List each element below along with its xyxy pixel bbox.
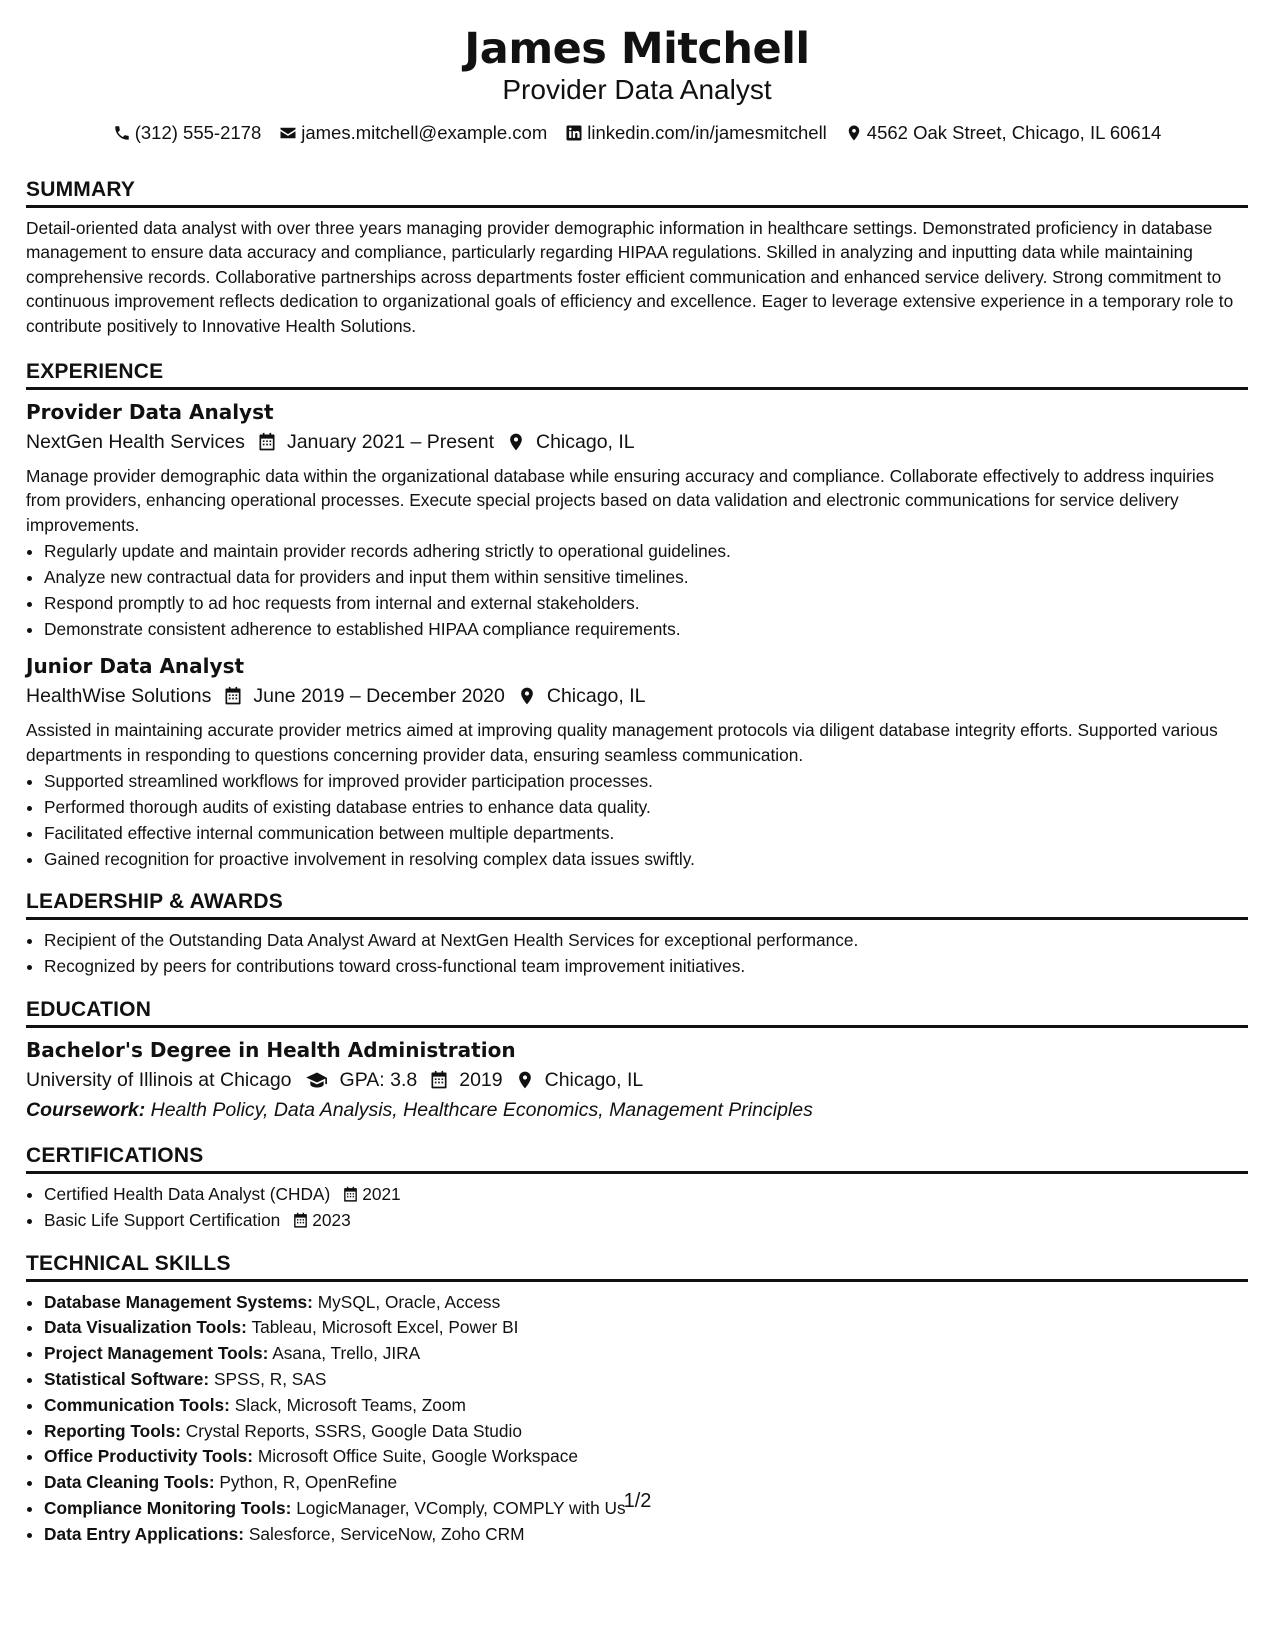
- coursework-label: Coursework:: [26, 1099, 146, 1122]
- gpa-text: GPA: 3.8: [339, 1069, 418, 1092]
- skill-value: Asana, Trello, JIRA: [272, 1343, 421, 1364]
- job-meta: [26, 428, 1248, 456]
- job-bullets: [26, 539, 1248, 642]
- section-heading-summary: SUMMARY: [26, 178, 1248, 208]
- job-title: Junior Data Analyst: [26, 654, 245, 679]
- contact-linkedin[interactable]: [565, 122, 827, 144]
- list-item: • Analyze new contractual data for providers and input them within sensitive timelines.: [44, 565, 1248, 591]
- list-item: • Performed thorough audits of existing database entries to enhance data quality.: [44, 795, 1248, 821]
- job-location-text: Chicago, IL: [536, 431, 635, 454]
- list-item: [44, 1444, 1248, 1470]
- calendar-icon: [223, 686, 243, 706]
- skill-value: Salesforce, ServiceNow, Zoho CRM: [248, 1523, 525, 1544]
- skill-value: Python, R, OpenRefine: [219, 1472, 398, 1493]
- job-bullets: [26, 769, 1248, 872]
- contact-bar: [26, 122, 1248, 144]
- job-location: [517, 682, 646, 710]
- list-item: • Recipient of the Outstanding Data Analyst Award at NextGen Health Services for exceptional performance.: [44, 928, 1248, 954]
- job-dates-text: June 2019 – December 2020: [253, 685, 505, 708]
- certification-entry: [44, 1182, 401, 1208]
- list-item: • Recognized by peers for contributions toward cross-functional team improvement initiatives.: [44, 954, 1248, 980]
- education-year: [429, 1066, 502, 1094]
- map-marker-icon: [506, 432, 526, 452]
- section-heading-education: EDUCATION: [26, 998, 1248, 1028]
- page-number: 1/2: [623, 1490, 652, 1512]
- contact-address: [845, 122, 1161, 144]
- candidate-title: Provider Data Analyst: [502, 74, 772, 105]
- job-location: [506, 428, 635, 456]
- list-item: [44, 1182, 1248, 1208]
- skill-value: Microsoft Office Suite, Google Workspace: [257, 1446, 578, 1467]
- calendar-icon: [257, 432, 277, 452]
- list-item: [44, 1367, 1248, 1393]
- contact-email-text[interactable]: james.mitchell@example.com: [301, 122, 548, 143]
- job-description: Assisted in maintaining accurate provider metrics aimed at improving quality management protocols via diligent database integrity efforts. Supported various departments in responding to questions concerning provider data, ensuring seamless communication.: [26, 720, 1218, 765]
- list-item: [44, 1419, 1248, 1445]
- resume-page: [26, 20, 1248, 1548]
- list-item: [44, 1522, 1248, 1548]
- contact-address-text: 4562 Oak Street, Chicago, IL 60614: [866, 122, 1162, 143]
- skill-label: Project Management Tools:: [44, 1343, 269, 1364]
- skill-value: MySQL, Oracle, Access: [317, 1291, 501, 1312]
- job-description: Manage provider demographic data within the organizational database while ensuring accuracy and compliance. Collaborate effectively to address inquiries from providers, enhancing operational processes. Execute special projects based on data validation and electronic communications for service delivery improvements.: [26, 466, 1214, 535]
- map-marker-icon: [845, 124, 863, 142]
- skill-label: Data Cleaning Tools:: [44, 1472, 215, 1493]
- calendar-icon: [292, 1212, 309, 1229]
- skill-value: Tableau, Microsoft Excel, Power BI: [251, 1317, 519, 1338]
- list-item: • Regularly update and maintain provider records adhering strictly to operational guidelines.: [44, 539, 1248, 565]
- list-item: • Demonstrate consistent adherence to established HIPAA compliance requirements.: [44, 617, 1248, 643]
- job-entry: [26, 398, 1248, 642]
- contact-phone-text: (312) 555-2178: [134, 122, 262, 143]
- map-marker-icon: [517, 686, 537, 706]
- contact-email[interactable]: [279, 122, 547, 144]
- certification-name: • Certified Health Data Analyst (CHDA): [44, 1184, 331, 1205]
- job-meta: [26, 682, 1248, 710]
- graduation-cap-icon: [304, 1070, 330, 1090]
- skill-label: Data Entry Applications:: [44, 1523, 245, 1544]
- certification-year-text: 2021: [362, 1184, 401, 1205]
- coursework-text: Health Policy, Data Analysis, Healthcare Economics, Management Principles: [150, 1099, 813, 1122]
- degree-title: Bachelor's Degree in Health Administration: [26, 1038, 516, 1063]
- calendar-icon: [429, 1070, 449, 1090]
- list-item: • Supported streamlined workflows for improved provider participation processes.: [44, 769, 1248, 795]
- list-item: • Respond promptly to ad hoc requests from internal and external stakeholders.: [44, 591, 1248, 617]
- section-heading-experience: EXPERIENCE: [26, 360, 1248, 390]
- education-meta: [26, 1066, 1248, 1094]
- skill-label: Compliance Monitoring Tools:: [44, 1498, 292, 1518]
- map-marker-icon: [515, 1070, 535, 1090]
- skill-value: Crystal Reports, SSRS, Google Data Studio: [185, 1420, 522, 1441]
- certification-year-text: 2023: [312, 1209, 351, 1230]
- school-name: University of Illinois at Chicago: [26, 1069, 292, 1092]
- skill-value: SPSS, R, SAS: [214, 1369, 327, 1390]
- list-item: • Gained recognition for proactive involvement in resolving complex data issues swiftly.: [44, 847, 1248, 873]
- skill-label: Office Productivity Tools:: [44, 1446, 253, 1467]
- envelope-icon: [279, 124, 297, 142]
- certification-name: • Basic Life Support Certification: [44, 1209, 281, 1230]
- skill-label: Communication Tools:: [44, 1394, 230, 1415]
- summary-text: Detail-oriented data analyst with over three years managing provider demographic information in healthcare settings. Demonstrated proficiency in database management to ensure data accuracy and compliance, particularly regarding HIPAA regulations. Skilled in analyzing and inputting data while maintaining comprehensive records. Collaborative partnerships across departments foster efficient communication and enhanced service delivery. Strong commitment to continuous improvement reflects dedication to organizational goals of efficiency and excellence. Eager to leverage extensive experience in a temporary role to contribute positively to Innovative Health Solutions.: [26, 218, 1234, 336]
- job-dates-text: January 2021 – Present: [286, 431, 494, 454]
- list-item: [44, 1290, 1248, 1316]
- section-heading-skills: TECHNICAL SKILLS: [26, 1252, 1248, 1282]
- resume-header: [26, 24, 1248, 144]
- section-heading-certifications: CERTIFICATIONS: [26, 1144, 1248, 1174]
- phone-icon: [113, 124, 131, 142]
- list-item: [44, 1315, 1248, 1341]
- skill-label: Data Visualization Tools:: [44, 1317, 247, 1338]
- list-item: • Facilitated effective internal communication between multiple departments.: [44, 821, 1248, 847]
- education-gpa: [304, 1066, 418, 1094]
- contact-phone: [113, 122, 262, 144]
- calendar-icon: [342, 1186, 359, 1203]
- education-location: [515, 1066, 644, 1094]
- skill-label: Database Management Systems:: [44, 1291, 313, 1312]
- certifications-list: [26, 1182, 1248, 1234]
- job-location-text: Chicago, IL: [546, 685, 646, 708]
- list-item: [44, 1393, 1248, 1419]
- certification-entry: [44, 1208, 351, 1234]
- job-title: Provider Data Analyst: [26, 400, 274, 425]
- candidate-name: James Mitchell: [464, 24, 810, 74]
- certification-year: [292, 1208, 350, 1234]
- skill-value: Slack, Microsoft Teams, Zoom: [234, 1394, 466, 1415]
- skill-value: LogicManager, VComply, COMPLY with Us: [296, 1498, 626, 1518]
- job-dates: [257, 428, 494, 456]
- list-item: [44, 1341, 1248, 1367]
- awards-list: [26, 928, 1248, 980]
- education-year-text: 2019: [459, 1069, 503, 1092]
- contact-linkedin-text[interactable]: linkedin.com/in/jamesmitchell: [587, 122, 827, 143]
- skill-label: Statistical Software:: [44, 1369, 210, 1390]
- job-entry: [26, 652, 1248, 872]
- linkedin-icon: [565, 124, 583, 142]
- coursework-line: [26, 1096, 1248, 1124]
- section-heading-awards: LEADERSHIP & AWARDS: [26, 890, 1248, 920]
- certification-year: [342, 1182, 400, 1208]
- job-dates: [223, 682, 505, 710]
- skill-label: Reporting Tools:: [44, 1420, 181, 1441]
- education-location-text: Chicago, IL: [544, 1069, 644, 1092]
- job-company: NextGen Health Services: [26, 431, 245, 454]
- list-item: [44, 1208, 1248, 1234]
- job-company: HealthWise Solutions: [26, 685, 212, 708]
